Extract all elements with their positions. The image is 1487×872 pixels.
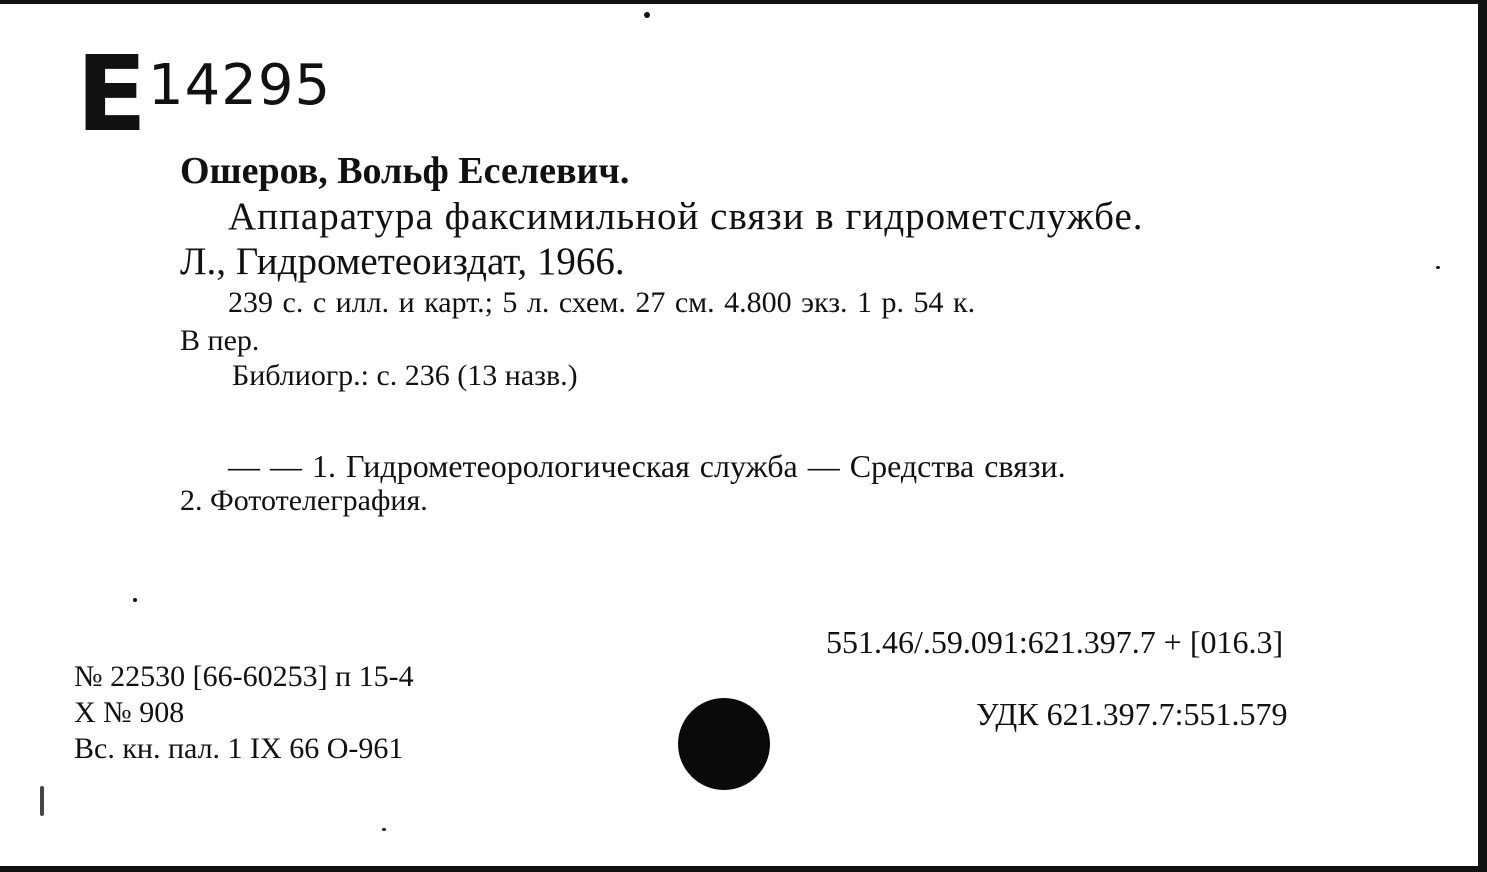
call-letter: E — [76, 33, 144, 155]
author-heading: Ошеров, Вольф Еселевич. — [180, 150, 630, 192]
udc-number: УДК 621.397.7:551.579 — [976, 696, 1288, 732]
book-chamber-line: Вс. кн. пал. 1 IX 66 О-961 — [74, 732, 404, 765]
card-border-bottom — [0, 866, 1487, 872]
record-x-number-line: Х № 908 — [74, 696, 185, 729]
binding-note: В пер. — [180, 324, 260, 357]
call-number: 14295 — [148, 53, 332, 118]
bibliography-note: Библиогр.: с. 236 (13 назв.) — [232, 359, 578, 392]
ink-speck — [644, 12, 650, 18]
card-punch-hole — [678, 698, 770, 790]
imprint: Л., Гидрометеоиздат, 1966. — [180, 240, 625, 283]
subject-headings-line-1: — — 1. Гидрометеорологическая служба — Средства связи. — [228, 448, 1066, 484]
subject-headings-line-2: 2. Фототелеграфия. — [180, 484, 428, 517]
classification-number: 551.46/.59.091:621.397.7 + [016.3] — [826, 624, 1284, 660]
ink-speck — [133, 598, 137, 602]
ink-speck — [382, 828, 386, 831]
card-border-top — [0, 0, 1487, 4]
ink-speck — [1436, 266, 1440, 269]
pencil-mark — [40, 786, 44, 816]
card-border-right — [1478, 0, 1487, 872]
record-number-line: № 22530 [66-60253] п 15-4 — [74, 660, 414, 693]
book-title: Аппаратура факсимильной связи в гидрометслужбе. — [228, 195, 1144, 238]
physical-description: 239 с. с илл. и карт.; 5 л. схем. 27 см. 4.800 экз. 1 р. 54 к. — [228, 286, 976, 319]
